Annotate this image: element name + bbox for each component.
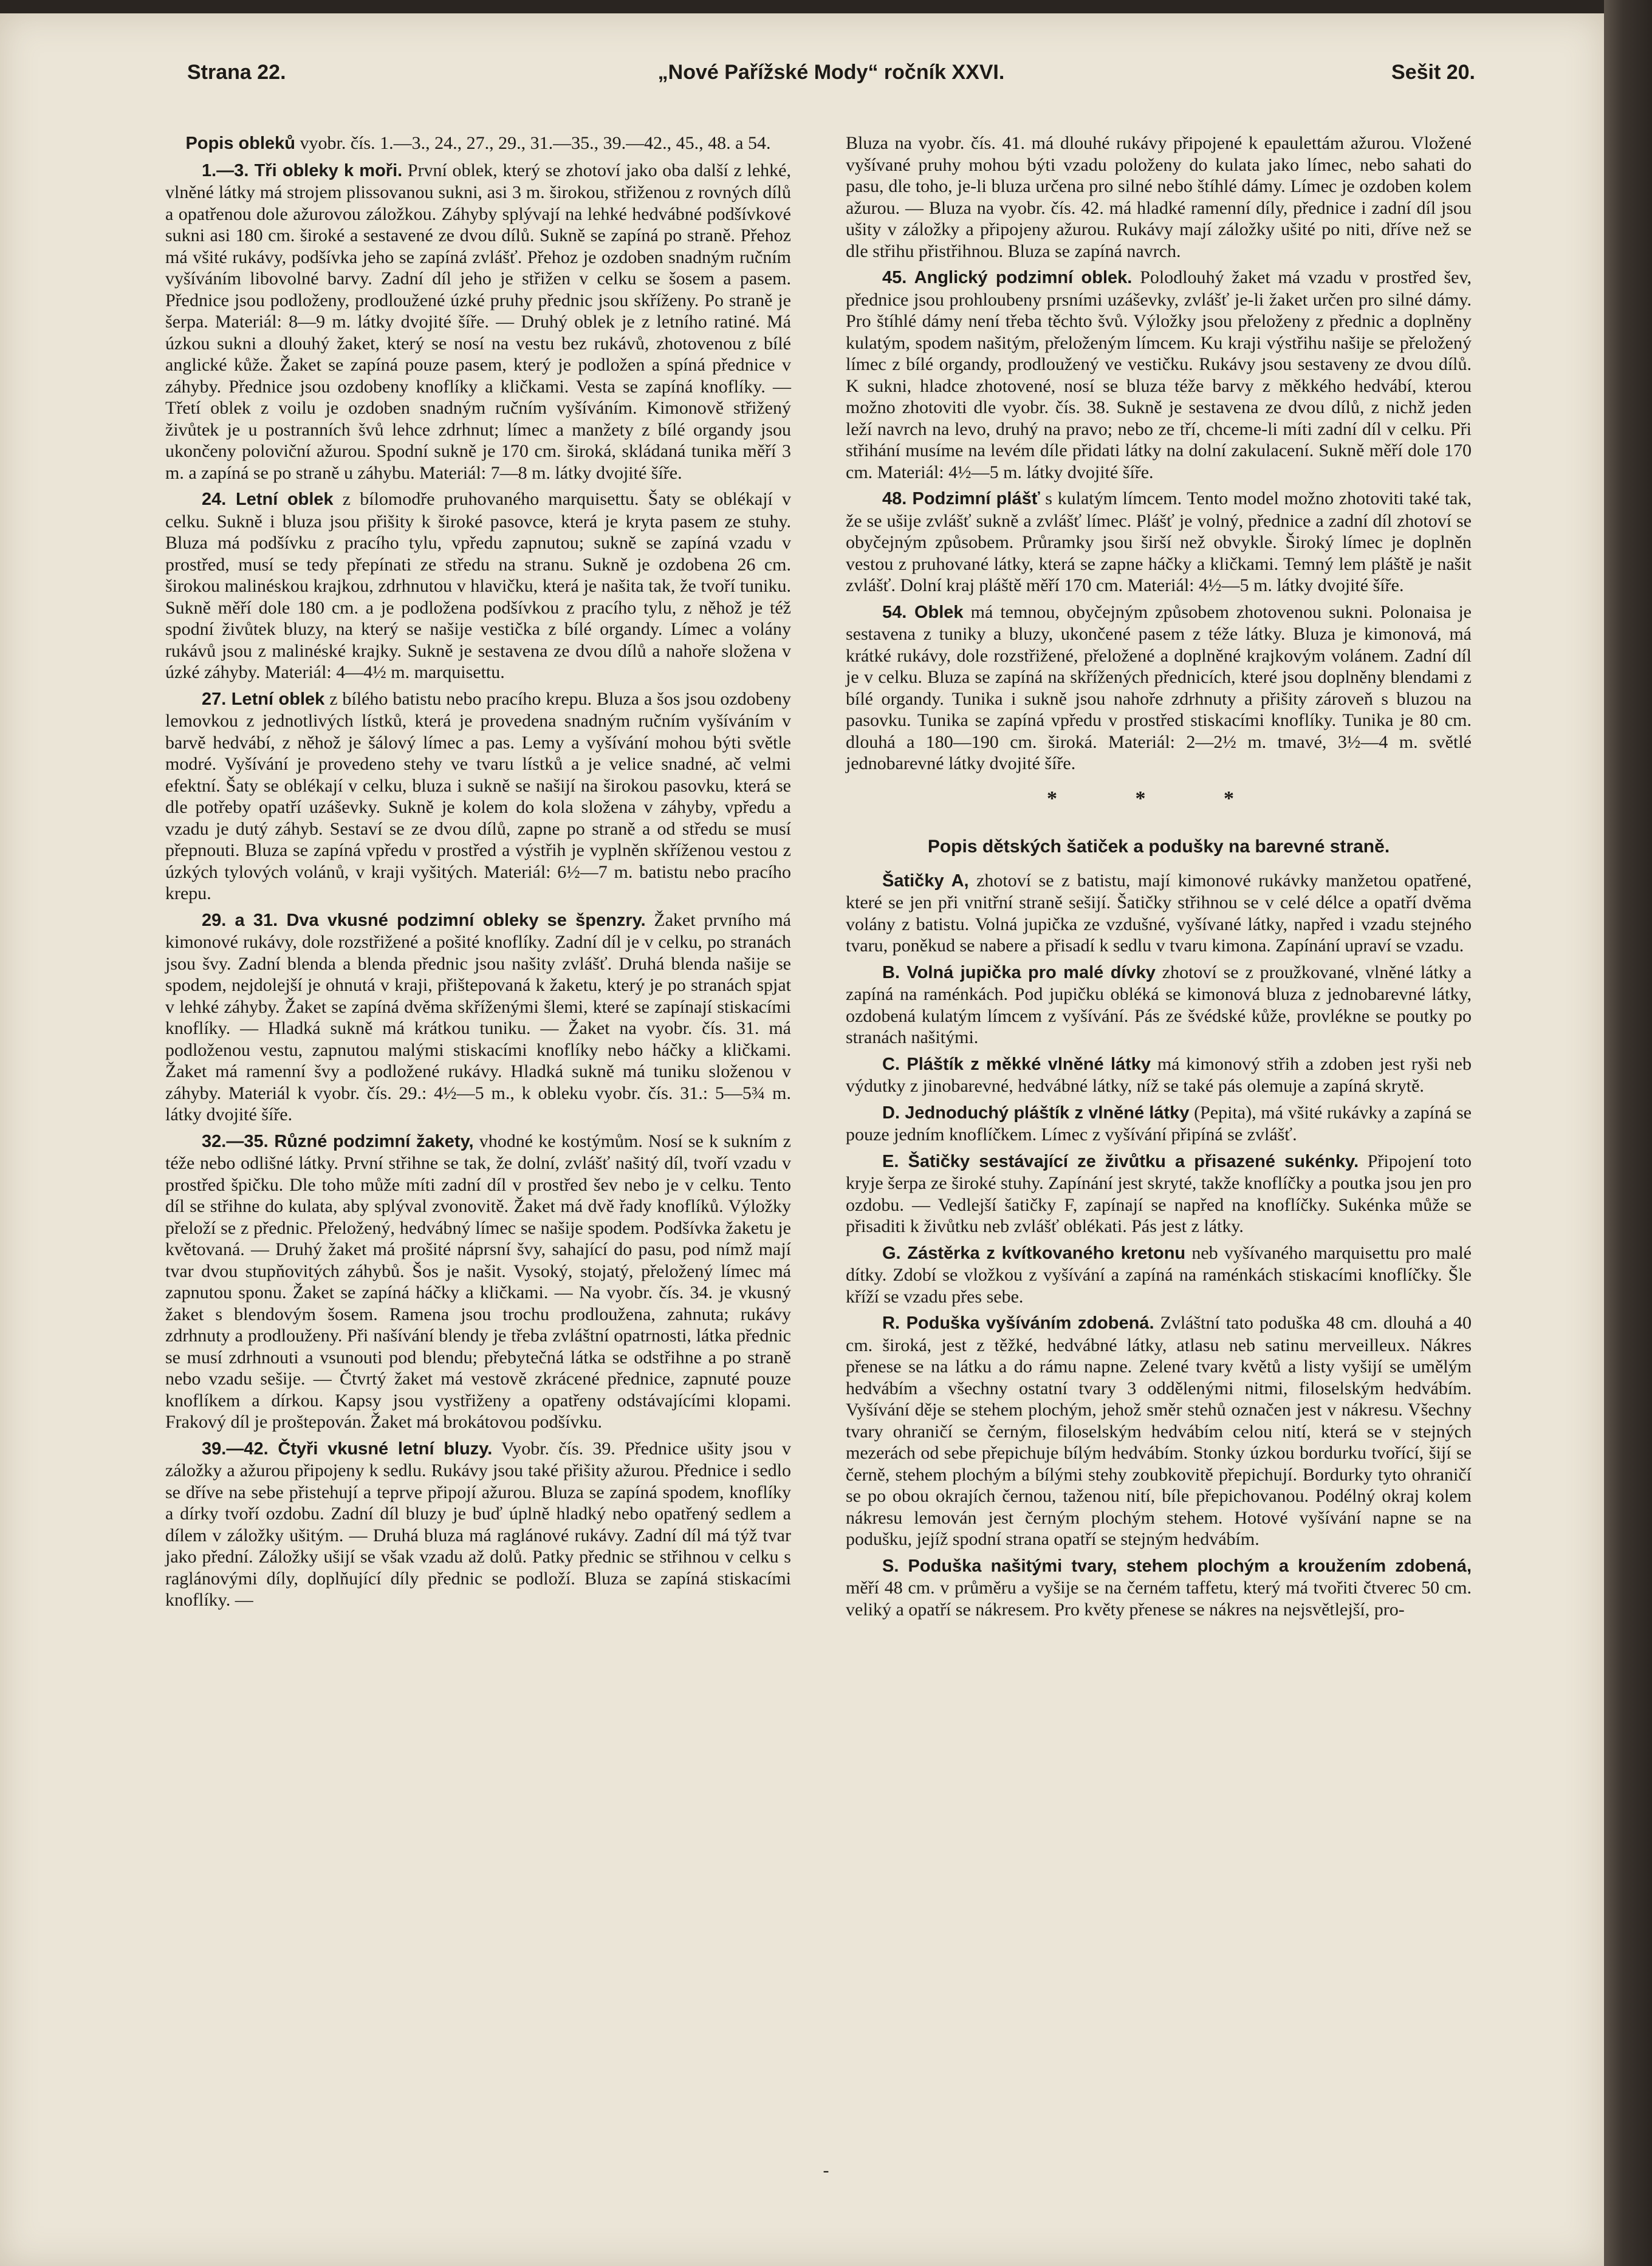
article-paragraph — [165, 1131, 791, 1433]
article-paragraph — [165, 488, 791, 683]
article-paragraph — [846, 601, 1472, 775]
intro-paragraph — [165, 132, 791, 155]
article-paragraph — [846, 267, 1472, 483]
article-heading: 45. Anglický podzimní oblek. — [882, 268, 1133, 287]
article-text: Polodlouhý žaket má vzadu v prostřed šev, přednice jsou prohloubeny prsními uzáševky, zvlášť je-li žaket určen pro silné dámy. Pro štíhlé dámy není třeba těchto švů. Výložky jsou přeloženy z přednic a doplněny kulatým, spodem našitým, přeloženým límcem. Ku kraji výstřihu našije se přeložený límec z bílé organdy, prodloužený ve vestičku. Rukávy jsou sestaveny ze dvou dílů. K sukni, hladce zhotovené, nosí se bluza téže barvy z měkkého hedvábí, kterou možno zhotoviti dle vyobr. čís. 38. Sukně je sestavena ze dvou dílů, z nichž jeden leží navrch na levo, druhý na pravo; nebo ze tří, chceme-li míti zadní díl v celku. Při střihání musíme na levém díle přidati látky na dolní zakulacení. Sukně měří dole 170 cm. Materiál: 4½—5 m. látky dvojité šíře. — [846, 267, 1472, 482]
article-text: má temnou, obyčejným způsobem zhotovenou sukni. Polonaisa je sestavena z tuniky a bluzy, ukončené pasem z téže látky. Bluza je kimonová, má krátké rukávy, dole rozstřižené, přeložené a doplněné krajkovým volánem. Zadní díl je v celku. Bluza se zapíná na skřížených přednicích, které jsou doplněny blendami z bílé organdy. Tunika i sukně jsou nahoře zdrhnuty a přišity zároveň s bluzou na pasovku. Tunika se zapíná vpředu v prostřed stiskacími knoflíky. Tunika je 80 cm. dlouhá a 180—190 cm. široká. Materiál: 2—2½ m. tmavé, 3½—4 m. světlé jednobarevné látky dvojité šíře. — [846, 601, 1472, 773]
article-paragraph — [846, 1242, 1472, 1308]
article-heading: S. Poduška našitými tvary, stehem plochým a kroužením zdobená, — [882, 1556, 1472, 1576]
article-paragraph — [165, 909, 791, 1126]
article-paragraph — [846, 1555, 1472, 1621]
article-heading: 54. Oblek — [882, 602, 964, 622]
issue-number: Sešit 20. — [1391, 61, 1475, 84]
article-paragraph — [846, 870, 1472, 957]
article-heading: 39.—42. Čtyři vkusné letní bluzy. — [202, 1439, 493, 1459]
article-heading: Šatičky A, — [882, 871, 969, 891]
section-title: Popis dětských šatiček a podušky na barevné straně. — [927, 837, 1390, 857]
article-paragraph — [165, 1438, 791, 1611]
article-paragraph — [846, 1102, 1472, 1146]
article-text: z bílého batistu nebo pracího krepu. Bluza a šos jsou ozdobeny lemovkou z jednotlivých lístků, která je provedena snadným ručním vyšíváním v barvě hedvábí, z něhož je šálový límec a pas. Lemy a vyšívání mohou býti světle modré. Vyšívání je provedeno stehy ve tvaru lístků a je velice snadné, ač velmi efektní. Šaty se oblékají v celku, bluza i sukně se našijí na širokou pasovku, která se dle potřeby opatří uzáševky. Sukně je kolem do kola složena v záhyby, vpředu a vzadu je dutý záhyb. Sestaví se ze dvou dílů, zapne po straně a od středu se musí přepnouti. Bluza se zapíná vpředu v prostřed a výstřih je vyplněn skříženou vestou z úzkých tylových volánů, v kraji vyšitých. Materiál: 6½—7 m. batistu nebo pracího krepu. — [165, 688, 791, 903]
article-heading: 48. Podzimní plášť — [882, 489, 1040, 508]
article-text: Žaket prvního má kimonové rukávy, dole rozstřižené a pošité knoflíky. Zadní díl je v celku, po stranách jsou švy. Zadní blenda a blenda přednic jsou našity zvlášť. Druhá blenda našije se spodem, nejdolejší je ohnutá v kraji, přištepovaná k žaketu, který je po stranách spjat v lehké záhyby. Žaket se zapíná dvěma skříženými šlemi, které se zapínají stiskacími knoflíky. — Hladká sukně má krátkou tuniku. — Žaket na vyobr. čís. 31. má podloženou vestu, zapnutou malými stiskacími knoflíky nebo háčky a kličkami. Žaket má ramenní švy a podložené rukávy. Hladká sukně má tuniku složenou v záhyby. Materiál k vyobr. čís. 29.: 4½—5 m., k obleku vyobr. čís. 31.: 5—5¾ m. látky dvojité šíře. — [165, 909, 791, 1124]
article-heading: E. Šatičky sestávající ze živůtku a přisazené sukénky. — [882, 1151, 1359, 1171]
article-heading: D. Jednoduchý pláštík z vlněné látky — [882, 1103, 1190, 1123]
article-paragraph — [846, 1151, 1472, 1237]
intro-text: vyobr. čís. 1.—3., 24., 27., 29., 31.—35., 39.—42., 45., 48. a 54. — [295, 133, 771, 153]
article-paragraph — [846, 488, 1472, 597]
article-text: měří 48 cm. v průměru a vyšije se na černém taffetu, který má tvořiti čtverec 50 cm. veliký a opatří se nákresem. Pro květy přenese se nákres na nejsvětlejší, pro- — [846, 1578, 1472, 1620]
section-divider: * * * — [1047, 787, 1270, 810]
article-text: Zvláštní tato poduška 48 cm. dlouhá a 40 cm. široká, jest z těžké, hedvábné látky, atlasu neb satinu merveilleux. Nákres přenese se na látku a do rámu napne. Zelené tvary květů a listy vyšijí se umělým hedvábím a všechny ostatní tvary 3 oddělenými nitmi, filoselským hedvábím. Vyšívání děje se stehem plochým, jehož směr stehů označen jest v nákresu. Všechny tvary ohraničí se černým, filoselským hedvábím celou nití, která se v stejných mezerách od sebe přepichuje bílým hedvábím. Stonky úzkou bordurku tvořící, šijí se černě, stehem plochým a bílými stehy zoubkovitě přepichují. Bordurky tyto ohraničí se po obou okrajích černou, taženou nití, bíle přepichovanou. Podélný okraj kolem nákresu lemován jest černým plochým stehem. Hotové vyšívání napne se na podušku, jejíž spodní strana opatří se stejným hedvábím. — [846, 1313, 1472, 1549]
article-paragraph — [846, 962, 1472, 1049]
article-heading: C. Pláštík z měkké vlněné látky — [882, 1054, 1151, 1074]
article-text: zhotoví se z batistu, mají kimonové rukávky manžetou opatřené, které se jen při vnitřní straně sešijí. Šatičky střihnou se v celé délce a opatří dvěma volány z batistu. Volná jupička ze vzdušné, vyšívané látky, napřed i vzadu stejného tvaru, poněkud se nabere a přisadí k sedlu v tvaru kimona. Zapínání upraví se vzadu. — [846, 870, 1472, 956]
article-text: neb vyšívaného marquisettu pro malé dítky. Zdobí se vložkou z vyšívání a zapíná na raménkách stiskacími knoflíčky. Šle kříží se vzadu přes sebe. — [846, 1242, 1472, 1307]
article-text: má kimonový střih a zdoben jest ryši neb výdutky z jinobarevné, hedvábné látky, níž se také pás olemuje a zapíná skrytě. — [846, 1053, 1472, 1096]
article-text: Vyobr. čís. 39. Přednice ušity jsou v záložky a ažurou připojeny k sedlu. Rukávy jsou také přišity ažurou. Přednice i sedlo se dříve na sebe přistehují a teprve připojí ažurou. Bluza se zapíná spodem, knoflíky a dírky tvoří ozdobu. Zadní díl bluzy je buď úplně hladký nebo opatřený sedlem a dílem v záložky ušitým. — Druhá bluza má raglánové rukávy. Zadní díl má týž tvar jako přední. Záložky ušijí se však vzadu až dolů. Patky přednic se střihnou v celku s raglánovými díly, doplňující díly přednic se podloží. Bluza se zapíná stiskacími knoflíky. — — [165, 1438, 791, 1610]
article-heading: R. Poduška vyšíváním zdobená. — [882, 1313, 1154, 1333]
article-text: Bluza na vyobr. čís. 41. má dlouhé rukávy připojené k epaulettám ažurou. Vložené vyšívané pruhy mohou býti vzadu položeny do kulata jako límec, nebo sahati do pasu, dle toho, je-li bluza určena pro silné nebo štíhlé dámy. Límec je ozdoben kolem ažurou. — Bluza na vyobr. čís. 42. má hladké ramenní díly, přednice i zadní díl jsou ušity v záložky a připojeny ažurou. Rukávy mají záložky ušité po niti, dříve než se dle střihu přistřihnou. Bluza se zapíná navrch. — [846, 133, 1472, 261]
article-heading: 1.—3. Tři obleky k moři. — [202, 160, 403, 180]
article-text: První oblek, který se zhotoví jako oba další z lehké, vlněné látky má strojem plissovanou sukni, asi 3 m. širokou, střiženou z rovných dílů a opatřenou dole ažurovou záložkou. Záhyby splývají na lehké hedvábné podšívkové sukni asi 180 cm. široké a sestavené ze dvou dílů. Sukně se zapíná po straně. Přehoz má všité rukávy, podšívka jeho se zapíná zvlášť. Přehoz je ozdoben snadným ručním vyšíváním libovolné barvy. Zadní díl jeho je střižen v celku se šosem a pasem. Přednice jsou podloženy, prodloužené úzké pruhy přednic jsou skříženy. Po straně je šerpa. Materiál: 8—9 m. látky dvojité šíře. — Druhý oblek je z letního ratiné. Má úzkou sukni a dlouhý žaket, který se nosí na vestu bez rukávů, zhotovenou z bílé anglické kůže. Žaket se zapíná pouze pasem, který je podložen a spíná přednice v záhyby. Přednice jsou ozdobeny knoflíky a kličkami. Vesta se zapíná knoflíky. — Třetí oblek z voilu je ozdoben snadným ručním vyšíváním. Kimonově střižený živůtek je u postranních švů lehce zdrhnut; límec a manžety z bílé organdy jsou ukončeny poloviční ažurou. Spodní sukně je 170 cm. široká, skládaná tunika měří 3 m. a zapíná se po straně u záhybu. Materiál: 7—8 m. látky dvojité šíře. — [165, 160, 791, 483]
article-heading: 32.—35. Různé podzimní žakety, — [202, 1131, 474, 1151]
page-header — [187, 61, 1475, 103]
article-text: z bílomodře pruhovaného marquisettu. Šaty se oblékají v celku. Sukně i bluza jsou přišity k široké pasovce, která je kryta pasem ze stuhy. Bluza má podšívku z pracího tylu, vpředu zapnutou; sukně se zapíná vzadu v prostřed, musí se tedy přepínati ze středu na stranu. Sukně je ozdobena 26 cm. širokou malinéskou krajkou, zdrhnutou v hlavičku, která je našita tak, že tvoří tuniku. Sukně měří dole 180 cm. a je podložena podšívkou z pracího tylu, z něhož je též spodní živůtek bluzy, na který se našije vestička z bílé organdy. Límec a volány rukávů jsou z malinéské krajky. Sukně je sestavena ze dvou dílů a nahoře složena v úzké záhyby. Materiál: 4—4½ m. marquisettu. — [165, 489, 791, 682]
page-number: Strana 22. — [187, 61, 286, 84]
footer-mark: - — [823, 2160, 829, 2180]
article-paragraph — [846, 132, 1472, 262]
right-column — [846, 132, 1472, 1625]
article-text: vhodné ke kostýmům. Nosí se k sukním z téže nebo odlišné látky. První střihne se tak, že dolní, zvlášť našitý díl, tvoří vzadu v prostřed špičku. Dle toho může míti zadní díl v prostřed šev nebo je v celku. Tento díl se střihne do kulata, aby splýval zvonovitě. Žaket má dvě řady knoflíků. Výložky přeloží se z přednic. Přeložený, hedvábný límec se našije spodem. Podšívka žaketu je květovaná. — Druhý žaket má prošité náprsní švy, sahající do pasu, pod nímž mají tvar dvou stupňovitých záhybů. Šos je našit. Vysoký, stojatý, přeložený límec má zapnutou sponu. Žaket se zapíná háčky a kličkami. — Na vyobr. čís. 34. je vkusný žaket s blendovým šosem. Ramena jsou trochu prodloužena, zahnuta; rukávy zdrhnuty a prodlouženy. Při našívání blendy je třeba zvláštní opatrnosti, látka přednic se musí zdrhnouti a vsunouti pod blendu; přebytečná látka se odstřihne a po straně nebo vzadu sešije. — Čtvrtý žaket má vestově zkrácené přednice, zapnuté pouze knoflíkem a dírkou. Kapsy jsou vystřiženy a opatřeny odstávajícími klopami. Frakový díl je proštepován. Žaket má brokátovou podšívku. — [165, 1131, 791, 1432]
article-heading: B. Volná jupička pro malé dívky — [882, 962, 1156, 982]
article-heading: 29. a 31. Dva vkusné podzimní obleky se špenzry. — [202, 910, 646, 930]
article-heading: 24. Letní oblek — [202, 490, 334, 509]
article-paragraph — [846, 1053, 1472, 1097]
article-text: s kulatým límcem. Tento model možno zhotoviti také tak, že se ušije zvlášť sukně a zvlášť límec. Plášť je volný, přednice a zadní díl zhotoví se obyčejným způsobem. Průramky jsou širší než obvykle. Široký límec je doplněn vestou z pruhované látky, která se zapne háčky a kličkami. Temný lem pláště je našit zvlášť. Dolní kraj pláště měří 170 cm. Materiál: 4½—5 m. látky dvojité šíře. — [846, 488, 1472, 595]
article-text: zhotoví se z proužkované, vlněné látky a zapíná na raménkách. Pod jupičku obléká se kimonová bluza z jednobarevné látky, ozdobená kulatým límcem z vyšívání. Pás ze švédské kůže, provlékne se poutky po stranách našitými. — [846, 962, 1472, 1047]
article-paragraph — [165, 688, 791, 905]
intro-heading: Popis obleků — [185, 134, 295, 153]
article-paragraph — [165, 160, 791, 484]
scan-edge — [1604, 0, 1652, 2266]
left-column — [165, 132, 791, 1616]
article-heading: 27. Letní oblek — [202, 689, 325, 709]
publication-title: „Nové Pařížské Mody“ ročník XXVI. — [657, 61, 1005, 84]
article-paragraph — [846, 1312, 1472, 1550]
article-text: Připojení toto kryje šerpa ze široké stuhy. Zapínání jest skryté, takže knoflíčky a poutka jsou jen pro ozdobu. — Vedlejší šatičky F, zapínají se napřed na knoflíčky. Sukénka může se přisaditi k živůtku neb zvlášť oblékati. Pás jest z látky. — [846, 1151, 1472, 1236]
article-heading: G. Zástěrka z kvítkovaného kretonu — [882, 1243, 1186, 1263]
article-text: (Pepita), má všité rukávky a zapíná se pouze jedním knoflíčkem. Límec z vyšívání připíná se zvlášť. — [846, 1102, 1472, 1145]
